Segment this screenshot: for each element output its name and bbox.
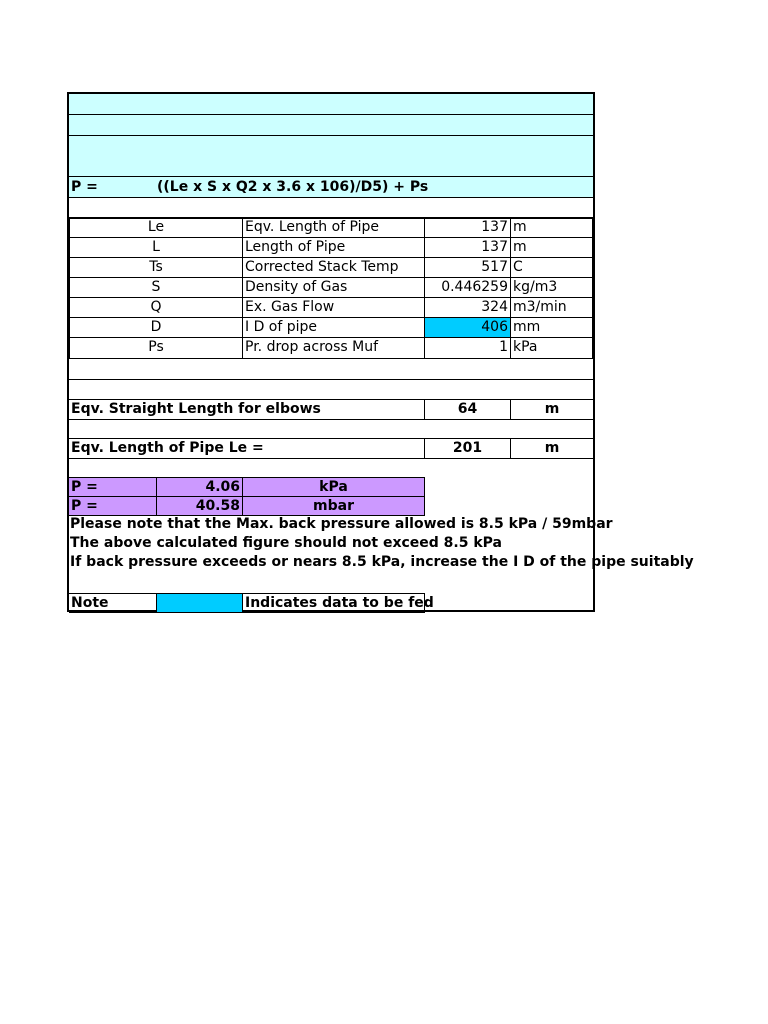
- param-description: Corrected Stack Temp: [242, 257, 425, 278]
- param-value[interactable]: 517: [424, 257, 511, 278]
- note-max-pressure: Please note that the Max. back pressure allowed is 8.5 kPa / 59mbar: [70, 516, 613, 532]
- elbows-value[interactable]: 64: [424, 399, 511, 420]
- table-row: [69, 217, 593, 238]
- table-row: [69, 317, 593, 338]
- table-row: [69, 337, 593, 359]
- result-label: P =: [69, 477, 157, 497]
- param-unit: mm: [510, 317, 593, 338]
- param-value[interactable]: 1: [424, 337, 511, 359]
- header-row-3: [69, 136, 593, 177]
- header-row-2: [69, 115, 593, 136]
- result-value: 4.06: [156, 477, 243, 497]
- param-symbol: S: [69, 277, 243, 298]
- formula-expression: ((Le x S x Q2 x 3.6 x 106)/D5) + Ps: [157, 179, 429, 195]
- legend-text: Indicates data to be fed: [242, 593, 425, 613]
- result-unit: mbar: [242, 496, 425, 516]
- total-length-unit: m: [510, 438, 593, 459]
- elbows-unit: m: [510, 399, 593, 420]
- param-description: Density of Gas: [242, 277, 425, 298]
- param-value[interactable]: 137: [424, 217, 511, 238]
- param-symbol: Le: [69, 217, 243, 238]
- param-unit: kg/m3: [510, 277, 593, 298]
- note-increase-id: If back pressure exceeds or nears 8.5 kPa, increase the I D of the pipe suitably: [70, 554, 694, 570]
- header-row-1: [69, 94, 593, 115]
- param-symbol: Ts: [69, 257, 243, 278]
- total-length-value: 201: [424, 438, 511, 459]
- elbows-row: [69, 399, 593, 420]
- table-row: [69, 297, 593, 318]
- result-label: P =: [69, 496, 157, 516]
- param-symbol: Ps: [69, 337, 243, 359]
- legend-swatch: [156, 593, 243, 613]
- spreadsheet: [67, 92, 694, 612]
- param-unit: m3/min: [510, 297, 593, 318]
- legend-label: Note: [69, 593, 157, 613]
- param-description: I D of pipe: [242, 317, 425, 338]
- result-unit: kPa: [242, 477, 425, 497]
- table-row: [69, 257, 593, 278]
- param-description: Ex. Gas Flow: [242, 297, 425, 318]
- param-symbol: D: [69, 317, 243, 338]
- param-unit: m: [510, 237, 593, 258]
- total-length-row: [69, 438, 593, 459]
- param-unit: m: [510, 217, 593, 238]
- note-not-exceed: The above calculated figure should not exceed 8.5 kPa: [70, 535, 503, 551]
- param-description: Length of Pipe: [242, 237, 425, 258]
- total-length-label: Eqv. Length of Pipe Le =: [69, 438, 425, 459]
- elbows-label: Eqv. Straight Length for elbows: [69, 399, 425, 420]
- result-value: 40.58: [156, 496, 243, 516]
- param-value[interactable]: 324: [424, 297, 511, 318]
- result-row-mbar: [69, 496, 425, 516]
- param-description: Pr. drop across Muf: [242, 337, 425, 359]
- table-row: [69, 277, 593, 298]
- param-unit: C: [510, 257, 593, 278]
- param-symbol: Q: [69, 297, 243, 318]
- param-symbol: L: [69, 237, 243, 258]
- param-value[interactable]: 0.446259: [424, 277, 511, 298]
- formula-row: [69, 177, 593, 198]
- table-row: [69, 237, 593, 258]
- param-value[interactable]: 137: [424, 237, 511, 258]
- param-unit: kPa: [510, 337, 593, 359]
- param-value-input[interactable]: 406: [424, 317, 511, 338]
- result-row-kpa: [69, 477, 425, 497]
- formula-label: P =: [71, 179, 98, 195]
- param-description: Eqv. Length of Pipe: [242, 217, 425, 238]
- legend-row: [69, 593, 434, 613]
- divider: [69, 379, 593, 380]
